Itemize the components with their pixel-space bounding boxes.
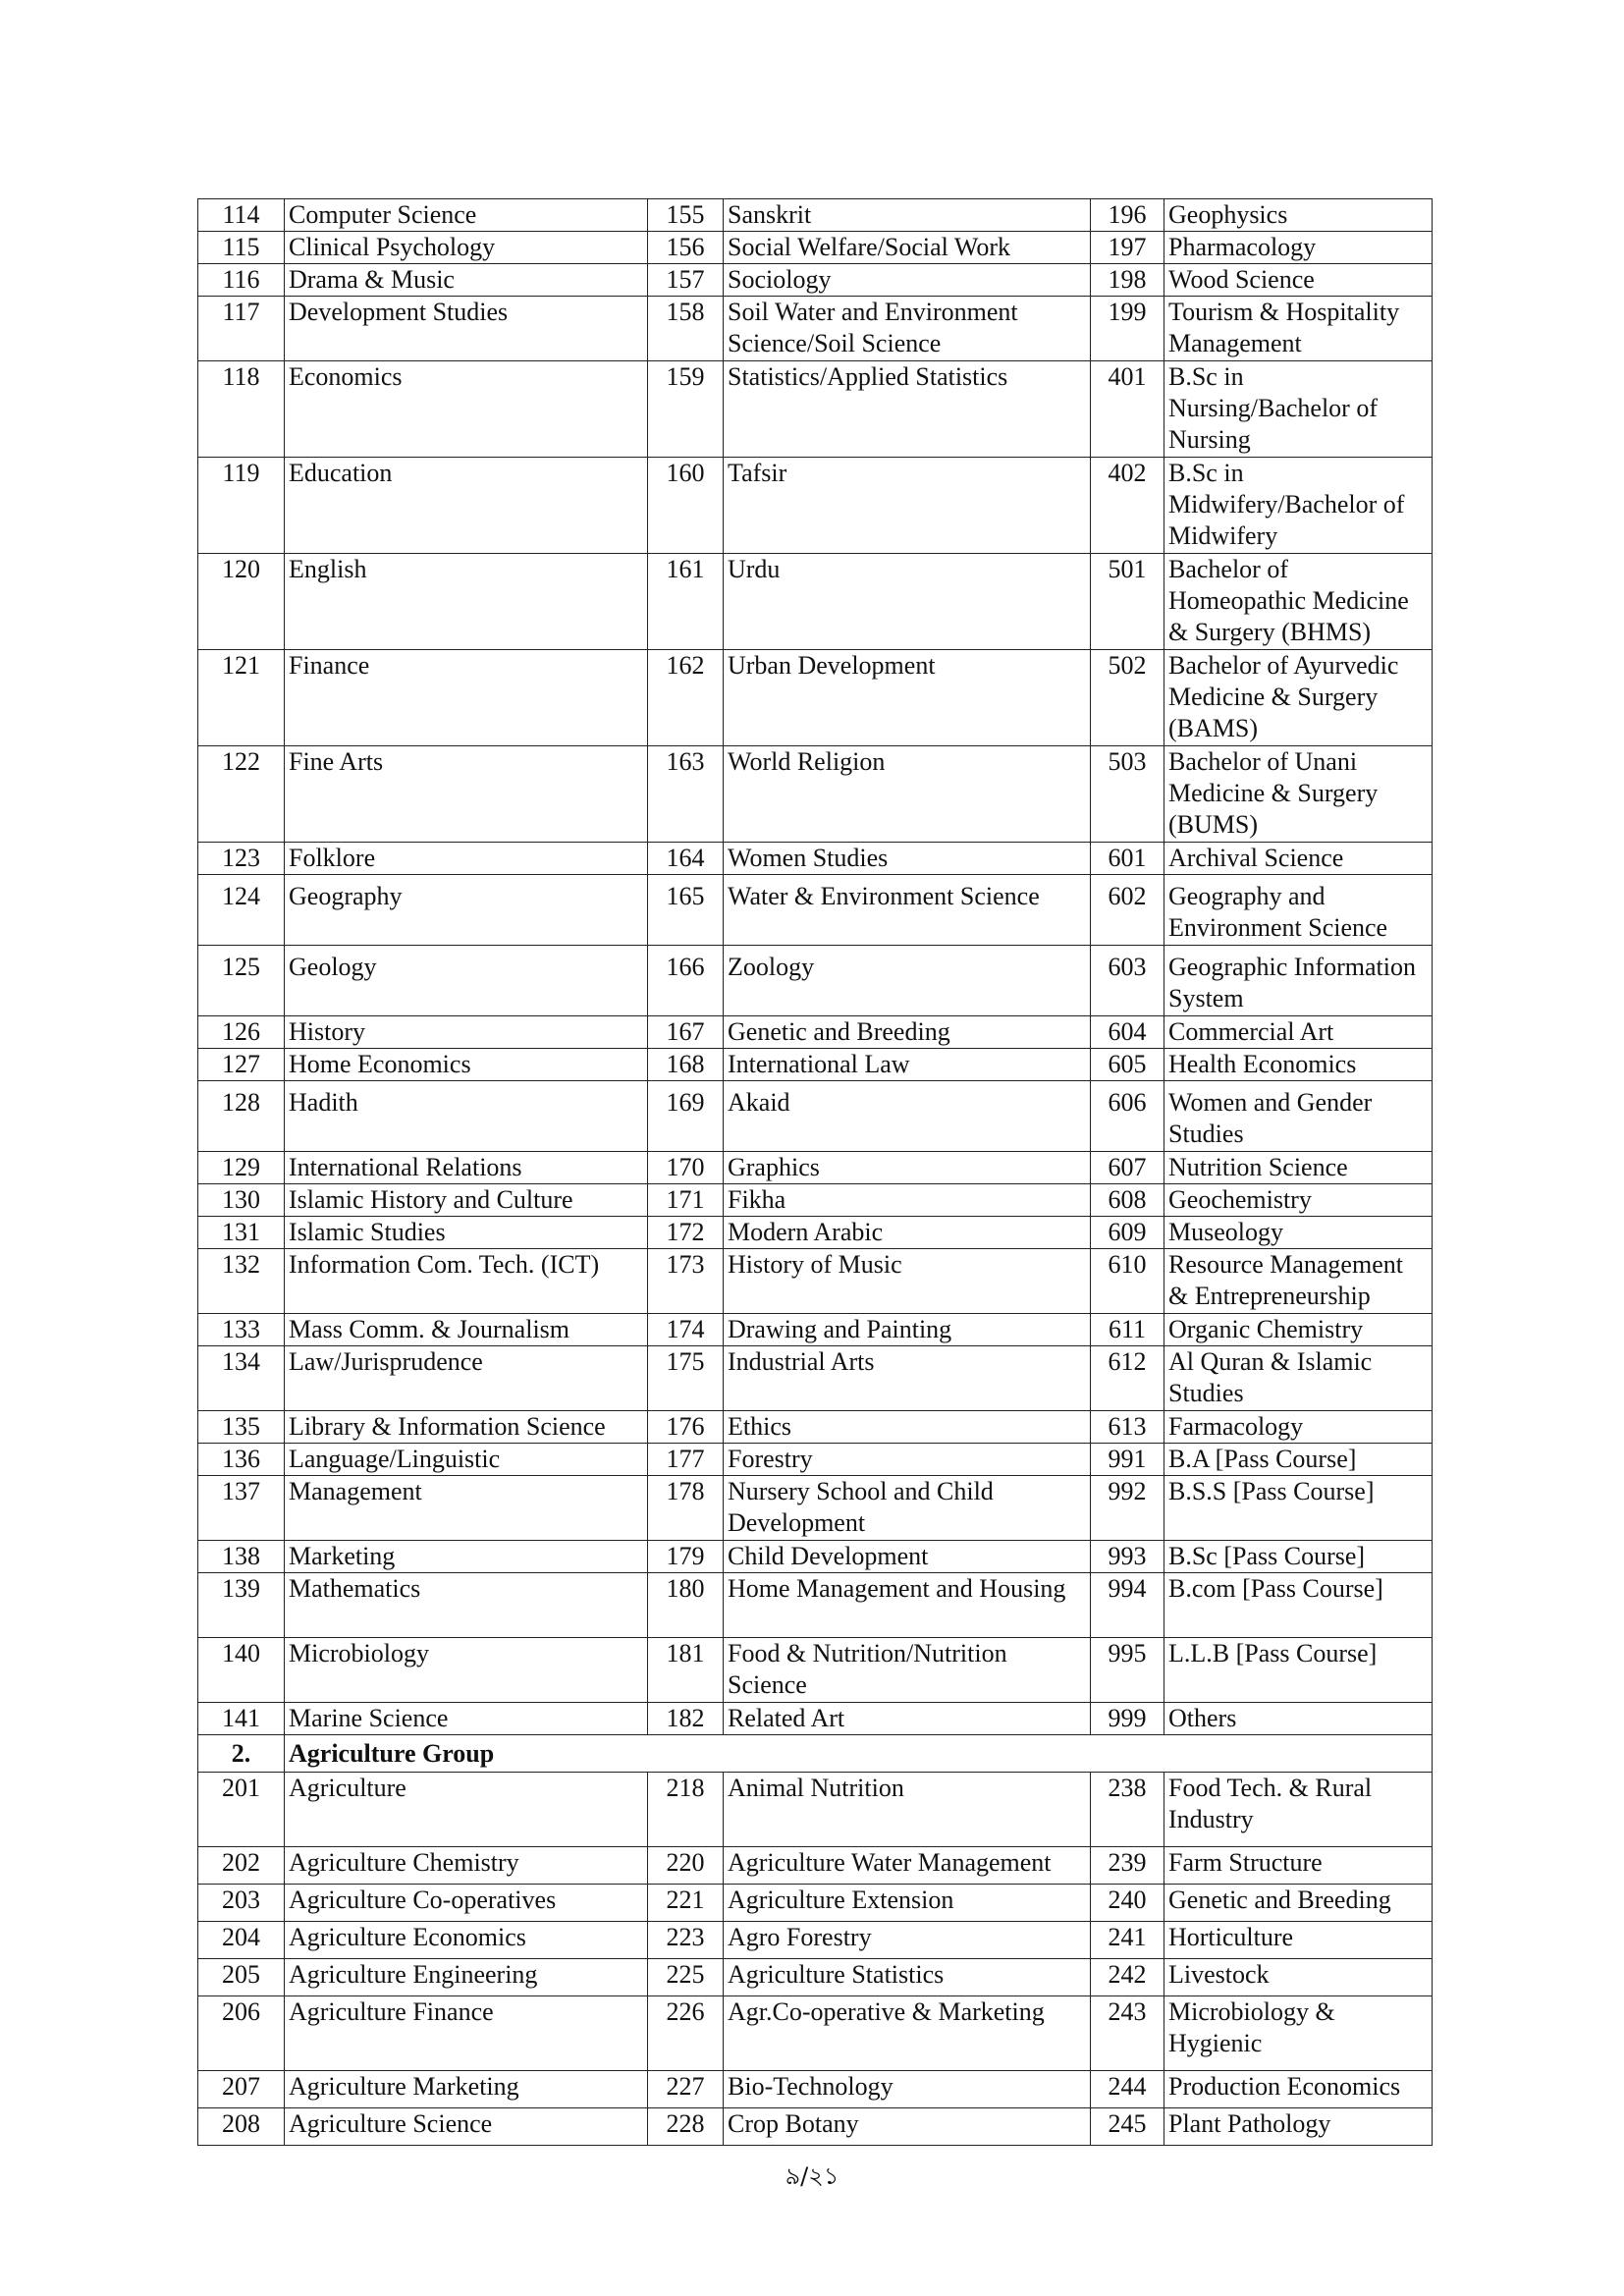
- subject-code: 172: [648, 1217, 724, 1249]
- table-row: [198, 554, 1433, 650]
- subject-name: B.A [Pass Course]: [1164, 1444, 1433, 1476]
- subject-name: Al Quran & Islamic Studies: [1164, 1346, 1433, 1411]
- subject-code: 182: [648, 1703, 724, 1735]
- table-row: [198, 361, 1433, 458]
- subject-name: Agriculture Water Management: [724, 1847, 1091, 1885]
- subject-code: 157: [648, 264, 724, 297]
- table-row: [198, 1184, 1433, 1217]
- subject-code: 139: [198, 1573, 285, 1638]
- subject-name: Animal Nutrition: [724, 1773, 1091, 1847]
- table-row: [198, 1541, 1433, 1573]
- subject-name: Sociology: [724, 264, 1091, 297]
- subject-code: 243: [1091, 1996, 1164, 2071]
- table-row: [198, 875, 1433, 946]
- table-row: [198, 1703, 1433, 1735]
- subject-code: 218: [648, 1773, 724, 1847]
- subject-code: 170: [648, 1152, 724, 1184]
- subject-code: 227: [648, 2071, 724, 2108]
- subject-code: 171: [648, 1184, 724, 1217]
- group-title: Agriculture Group: [285, 1735, 1433, 1773]
- subject-name: Bachelor of Homeopathic Medicine & Surgery (BHMS): [1164, 554, 1433, 650]
- subject-code: 196: [1091, 199, 1164, 232]
- subject-name: Zoology: [724, 946, 1091, 1016]
- subject-code: 177: [648, 1444, 724, 1476]
- subject-code: 138: [198, 1541, 285, 1573]
- subject-name: Forestry: [724, 1444, 1091, 1476]
- subject-name: Related Art: [724, 1703, 1091, 1735]
- subject-name: Urdu: [724, 554, 1091, 650]
- subject-name: Hadith: [285, 1081, 648, 1152]
- subject-name: English: [285, 554, 648, 650]
- subject-name: Agriculture Science: [285, 2108, 648, 2146]
- subject-name: Geography and Environment Science: [1164, 875, 1433, 946]
- table-row: [198, 2071, 1433, 2108]
- subject-name: Agriculture Engineering: [285, 1959, 648, 1996]
- subject-code: 180: [648, 1573, 724, 1638]
- subject-name: Home Economics: [285, 1049, 648, 1081]
- subject-code: 501: [1091, 554, 1164, 650]
- subject-code: 133: [198, 1314, 285, 1346]
- subject-code: 119: [198, 458, 285, 554]
- subject-code: 603: [1091, 946, 1164, 1016]
- subject-code: 123: [198, 843, 285, 875]
- subject-code: 114: [198, 199, 285, 232]
- subject-name: History of Music: [724, 1249, 1091, 1314]
- subject-code: 609: [1091, 1217, 1164, 1249]
- subject-name: Women Studies: [724, 843, 1091, 875]
- subject-code: 608: [1091, 1184, 1164, 1217]
- subject-name: Geophysics: [1164, 199, 1433, 232]
- subject-code: 242: [1091, 1959, 1164, 1996]
- table-row: [198, 1346, 1433, 1411]
- subject-name: Resource Management & Entrepreneurship: [1164, 1249, 1433, 1314]
- subject-name: Social Welfare/Social Work: [724, 232, 1091, 264]
- subject-code: 995: [1091, 1638, 1164, 1703]
- subject-name: Mass Comm. & Journalism: [285, 1314, 648, 1346]
- table-row: [198, 2108, 1433, 2146]
- subject-name: Child Development: [724, 1541, 1091, 1573]
- subject-code: 602: [1091, 875, 1164, 946]
- subject-code: 225: [648, 1959, 724, 1996]
- subject-code: 156: [648, 232, 724, 264]
- subject-code: 163: [648, 746, 724, 843]
- subject-name: Food & Nutrition/Nutrition Science: [724, 1638, 1091, 1703]
- subject-name: International Law: [724, 1049, 1091, 1081]
- subject-name: Marketing: [285, 1541, 648, 1573]
- subject-name: Economics: [285, 361, 648, 458]
- table-row: [198, 1314, 1433, 1346]
- subject-name: Commercial Art: [1164, 1016, 1433, 1049]
- subject-code: 228: [648, 2108, 724, 2146]
- table-row: [198, 1773, 1433, 1847]
- subject-code: 122: [198, 746, 285, 843]
- subject-name: International Relations: [285, 1152, 648, 1184]
- subject-code: 127: [198, 1049, 285, 1081]
- subject-name: Islamic Studies: [285, 1217, 648, 1249]
- subject-code: 173: [648, 1249, 724, 1314]
- subject-name: History: [285, 1016, 648, 1049]
- subject-code: 166: [648, 946, 724, 1016]
- table-row: [198, 746, 1433, 843]
- subject-code: 401: [1091, 361, 1164, 458]
- subject-name: Genetic and Breeding: [724, 1016, 1091, 1049]
- table-row: [198, 264, 1433, 297]
- subject-code: 179: [648, 1541, 724, 1573]
- subject-code: 116: [198, 264, 285, 297]
- subject-code: 208: [198, 2108, 285, 2146]
- subject-code: 140: [198, 1638, 285, 1703]
- subject-code: 991: [1091, 1444, 1164, 1476]
- subject-code: 128: [198, 1081, 285, 1152]
- subject-name: Library & Information Science: [285, 1411, 648, 1444]
- subject-code: 135: [198, 1411, 285, 1444]
- table-row: [198, 1249, 1433, 1314]
- subject-name: Urban Development: [724, 650, 1091, 746]
- subject-name: Microbiology: [285, 1638, 648, 1703]
- table-row: [198, 1411, 1433, 1444]
- subject-name: Computer Science: [285, 199, 648, 232]
- subject-name: Water & Environment Science: [724, 875, 1091, 946]
- subject-name: Agriculture: [285, 1773, 648, 1847]
- subject-name: Development Studies: [285, 297, 648, 361]
- table-row: [198, 1444, 1433, 1476]
- subject-name: Information Com. Tech. (ICT): [285, 1249, 648, 1314]
- subject-code: 241: [1091, 1922, 1164, 1959]
- subject-code: 204: [198, 1922, 285, 1959]
- table-row: [198, 458, 1433, 554]
- subject-name: Production Economics: [1164, 2071, 1433, 2108]
- subject-name: B.S.S [Pass Course]: [1164, 1476, 1433, 1541]
- subject-name: Women and Gender Studies: [1164, 1081, 1433, 1152]
- subject-code: 161: [648, 554, 724, 650]
- table-row: [198, 1996, 1433, 2071]
- subject-code: 174: [648, 1314, 724, 1346]
- subject-code: 175: [648, 1346, 724, 1411]
- group-header-row: [198, 1735, 1433, 1773]
- subject-code: 160: [648, 458, 724, 554]
- subject-name: Modern Arabic: [724, 1217, 1091, 1249]
- subject-code: 120: [198, 554, 285, 650]
- subject-name: Farm Structure: [1164, 1847, 1433, 1885]
- subject-code: 206: [198, 1996, 285, 2071]
- subject-code: 121: [198, 650, 285, 746]
- subject-code: 612: [1091, 1346, 1164, 1411]
- table-row: [198, 1217, 1433, 1249]
- subject-code: 130: [198, 1184, 285, 1217]
- subject-code: 201: [198, 1773, 285, 1847]
- table-row: [198, 232, 1433, 264]
- subject-code: 604: [1091, 1016, 1164, 1049]
- subject-name: Bachelor of Ayurvedic Medicine & Surgery (BAMS): [1164, 650, 1433, 746]
- subject-code: 994: [1091, 1573, 1164, 1638]
- subject-code: 199: [1091, 297, 1164, 361]
- subject-name: Geography: [285, 875, 648, 946]
- subject-name: B.Sc in Nursing/Bachelor of Nursing: [1164, 361, 1433, 458]
- table-row: [198, 946, 1433, 1016]
- subject-code: 244: [1091, 2071, 1164, 2108]
- subject-name: B.com [Pass Course]: [1164, 1573, 1433, 1638]
- subject-name: Statistics/Applied Statistics: [724, 361, 1091, 458]
- subject-code: 610: [1091, 1249, 1164, 1314]
- table-row: [198, 1847, 1433, 1885]
- table-row: [198, 1152, 1433, 1184]
- subject-name: Agro Forestry: [724, 1922, 1091, 1959]
- subject-name: Geographic Information System: [1164, 946, 1433, 1016]
- subject-code: 223: [648, 1922, 724, 1959]
- subject-code: 202: [198, 1847, 285, 1885]
- subject-code: 226: [648, 1996, 724, 2071]
- subject-code: 118: [198, 361, 285, 458]
- subject-code: 993: [1091, 1541, 1164, 1573]
- subject-code: 136: [198, 1444, 285, 1476]
- table-row: [198, 1885, 1433, 1922]
- table-row: [198, 297, 1433, 361]
- subject-name: Sanskrit: [724, 199, 1091, 232]
- subject-name: Agriculture Chemistry: [285, 1847, 648, 1885]
- subject-code: 176: [648, 1411, 724, 1444]
- subject-name: Drawing and Painting: [724, 1314, 1091, 1346]
- table-row: [198, 1081, 1433, 1152]
- subject-code: 605: [1091, 1049, 1164, 1081]
- subject-code: 601: [1091, 843, 1164, 875]
- subject-code: 117: [198, 297, 285, 361]
- subject-code: 197: [1091, 232, 1164, 264]
- subject-code: 220: [648, 1847, 724, 1885]
- subject-name: Others: [1164, 1703, 1433, 1735]
- subject-name: Home Management and Housing: [724, 1573, 1091, 1638]
- subject-code: 181: [648, 1638, 724, 1703]
- subject-code: 164: [648, 843, 724, 875]
- subject-name: Bachelor of Unani Medicine & Surgery (BUMS): [1164, 746, 1433, 843]
- subject-name: Organic Chemistry: [1164, 1314, 1433, 1346]
- subject-name: Archival Science: [1164, 843, 1433, 875]
- subject-name: Soil Water and Environment Science/Soil Science: [724, 297, 1091, 361]
- subject-name: Microbiology & Hygienic: [1164, 1996, 1433, 2071]
- subject-code: 115: [198, 232, 285, 264]
- subject-name: Plant Pathology: [1164, 2108, 1433, 2146]
- subject-name: Bio-Technology: [724, 2071, 1091, 2108]
- subject-name: Nutrition Science: [1164, 1152, 1433, 1184]
- table-row: [198, 650, 1433, 746]
- subject-name: Agriculture Finance: [285, 1996, 648, 2071]
- subject-code: 992: [1091, 1476, 1164, 1541]
- subject-name: Tourism & Hospitality Management: [1164, 297, 1433, 361]
- subject-name: Akaid: [724, 1081, 1091, 1152]
- table-row: [198, 1573, 1433, 1638]
- subject-name: Marine Science: [285, 1703, 648, 1735]
- subject-code: 155: [648, 199, 724, 232]
- subject-name: Drama & Music: [285, 264, 648, 297]
- subject-name: Tafsir: [724, 458, 1091, 554]
- subject-name: Farmacology: [1164, 1411, 1433, 1444]
- subject-code: 238: [1091, 1773, 1164, 1847]
- subject-code: 158: [648, 297, 724, 361]
- subject-name: Health Economics: [1164, 1049, 1433, 1081]
- subject-code: 503: [1091, 746, 1164, 843]
- subject-name: Agriculture Statistics: [724, 1959, 1091, 1996]
- subject-name: B.Sc in Midwifery/Bachelor of Midwifery: [1164, 458, 1433, 554]
- table-row: [198, 843, 1433, 875]
- subject-code: 165: [648, 875, 724, 946]
- subject-code: 159: [648, 361, 724, 458]
- subject-name: Law/Jurisprudence: [285, 1346, 648, 1411]
- subject-name: L.L.B [Pass Course]: [1164, 1638, 1433, 1703]
- subject-name: Mathematics: [285, 1573, 648, 1638]
- table-row: [198, 1016, 1433, 1049]
- subject-code: 205: [198, 1959, 285, 1996]
- subject-name: Pharmacology: [1164, 232, 1433, 264]
- subject-code: 126: [198, 1016, 285, 1049]
- subject-name: Livestock: [1164, 1959, 1433, 1996]
- subject-name: Finance: [285, 650, 648, 746]
- subject-name: Language/Linguistic: [285, 1444, 648, 1476]
- subject-name: Fikha: [724, 1184, 1091, 1217]
- subject-code: 221: [648, 1885, 724, 1922]
- subject-code: 125: [198, 946, 285, 1016]
- table-row: [198, 199, 1433, 232]
- subject-code: 613: [1091, 1411, 1164, 1444]
- subject-name: Agriculture Co-operatives: [285, 1885, 648, 1922]
- subject-name: Industrial Arts: [724, 1346, 1091, 1411]
- subject-code: 169: [648, 1081, 724, 1152]
- subject-code: 141: [198, 1703, 285, 1735]
- subject-code: 162: [648, 650, 724, 746]
- subject-name: Food Tech. & Rural Industry: [1164, 1773, 1433, 1847]
- page-number: ৯/২১: [785, 2162, 839, 2190]
- subject-code: 132: [198, 1249, 285, 1314]
- subject-code: 999: [1091, 1703, 1164, 1735]
- subject-code: 198: [1091, 264, 1164, 297]
- subject-name: Islamic History and Culture: [285, 1184, 648, 1217]
- subject-name: Agriculture Extension: [724, 1885, 1091, 1922]
- table-row: [198, 1476, 1433, 1541]
- subject-name: B.Sc [Pass Course]: [1164, 1541, 1433, 1573]
- subject-name: Crop Botany: [724, 2108, 1091, 2146]
- subject-code: 178: [648, 1476, 724, 1541]
- subject-code: 167: [648, 1016, 724, 1049]
- subject-name: Ethics: [724, 1411, 1091, 1444]
- subject-code-table-body: [198, 199, 1433, 2146]
- table-row: [198, 1049, 1433, 1081]
- subject-code: 239: [1091, 1847, 1164, 1885]
- subject-name: Agriculture Economics: [285, 1922, 648, 1959]
- subject-code: 137: [198, 1476, 285, 1541]
- subject-code: 611: [1091, 1314, 1164, 1346]
- subject-name: Folklore: [285, 843, 648, 875]
- subject-code: 124: [198, 875, 285, 946]
- subject-code: 245: [1091, 2108, 1164, 2146]
- subject-code: 402: [1091, 458, 1164, 554]
- subject-code: 168: [648, 1049, 724, 1081]
- subject-code: 131: [198, 1217, 285, 1249]
- subject-code: 240: [1091, 1885, 1164, 1922]
- subject-code: 134: [198, 1346, 285, 1411]
- subject-name: Geology: [285, 946, 648, 1016]
- subject-name: Agriculture Marketing: [285, 2071, 648, 2108]
- subject-code: 129: [198, 1152, 285, 1184]
- subject-code-table: [197, 198, 1433, 2146]
- subject-code: 207: [198, 2071, 285, 2108]
- table-row: [198, 1959, 1433, 1996]
- subject-name: Wood Science: [1164, 264, 1433, 297]
- table-row: [198, 1638, 1433, 1703]
- subject-name: Clinical Psychology: [285, 232, 648, 264]
- subject-name: Graphics: [724, 1152, 1091, 1184]
- subject-name: World Religion: [724, 746, 1091, 843]
- subject-code: 607: [1091, 1152, 1164, 1184]
- table-row: [198, 1922, 1433, 1959]
- subject-name: Genetic and Breeding: [1164, 1885, 1433, 1922]
- subject-name: Education: [285, 458, 648, 554]
- subject-code: 203: [198, 1885, 285, 1922]
- subject-name: Museology: [1164, 1217, 1433, 1249]
- subject-name: Nursery School and Child Development: [724, 1476, 1091, 1541]
- subject-code: 502: [1091, 650, 1164, 746]
- group-number: 2.: [198, 1735, 285, 1773]
- subject-name: Geochemistry: [1164, 1184, 1433, 1217]
- subject-name: Management: [285, 1476, 648, 1541]
- subject-name: Agr.Co-operative & Marketing: [724, 1996, 1091, 2071]
- subject-code: 606: [1091, 1081, 1164, 1152]
- subject-name: Fine Arts: [285, 746, 648, 843]
- subject-name: Horticulture: [1164, 1922, 1433, 1959]
